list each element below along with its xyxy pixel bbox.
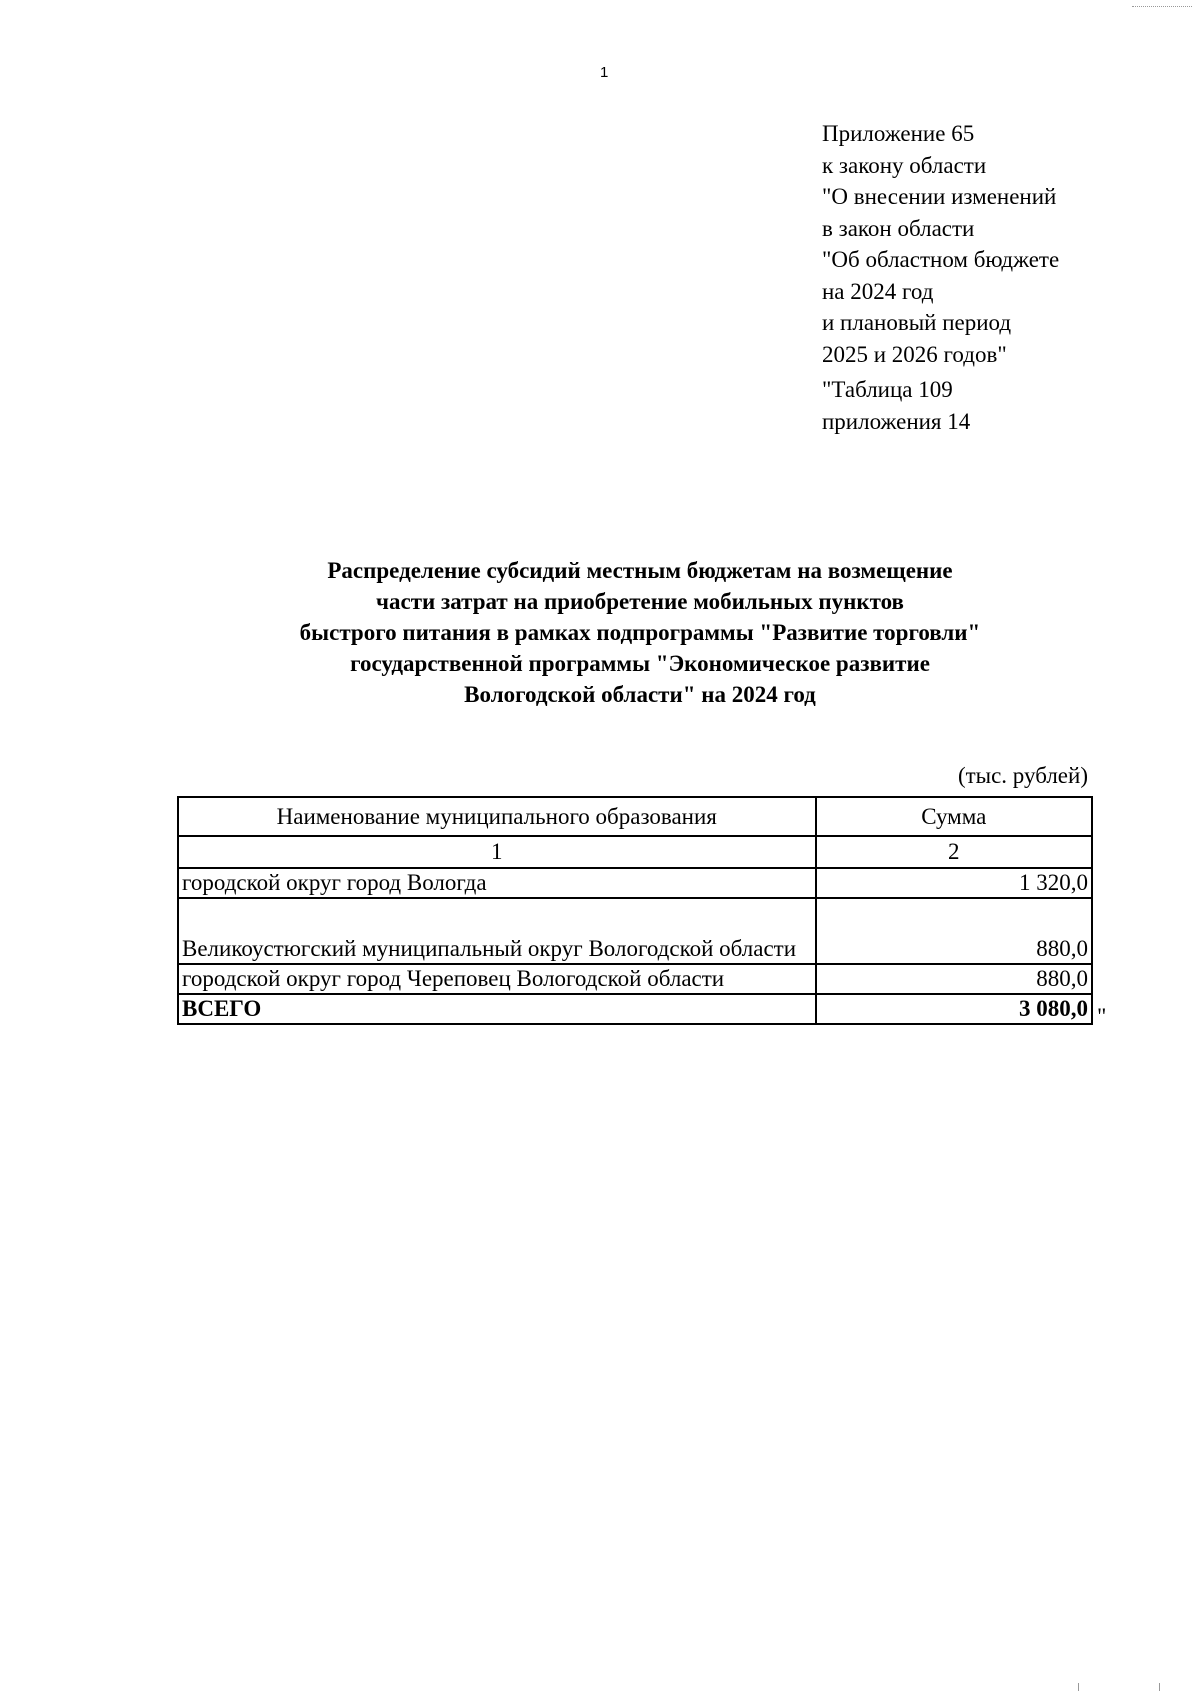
amount: 1 320,0 bbox=[816, 868, 1092, 898]
appendix-line: и плановый период bbox=[822, 310, 1012, 335]
table-row bbox=[178, 964, 1092, 994]
subsidy-table bbox=[177, 796, 1093, 1025]
header-sum: Сумма bbox=[816, 797, 1092, 836]
column-number: 2 bbox=[816, 836, 1092, 868]
appendix-line: Приложение 65 bbox=[822, 121, 975, 146]
municipality-name: городской округ город Вологда bbox=[178, 868, 816, 898]
appendix-line: "Об областном бюджете bbox=[822, 247, 1060, 272]
municipality-name: городской округ город Череповец Вологодской области bbox=[178, 964, 816, 994]
document-title bbox=[180, 555, 1100, 710]
header-name: Наименование муниципального образования bbox=[178, 797, 816, 836]
table-reference-line: "Таблица 109 bbox=[822, 377, 953, 402]
municipality-name: Великоустюгский муниципальный округ Вологодской области bbox=[178, 898, 816, 964]
total-amount: 3 080,0 bbox=[816, 994, 1092, 1024]
table-header-row bbox=[178, 797, 1092, 836]
title-line: Распределение субсидий местным бюджетам на возмещение bbox=[327, 558, 953, 583]
amount: 880,0 bbox=[816, 898, 1092, 964]
appendix-line: к закону области bbox=[822, 152, 987, 178]
title-line: быстрого питания в рамках подпрограммы "Развитие торговли" bbox=[299, 620, 981, 645]
appendix-line: 2025 и 2026 годов" bbox=[822, 341, 1007, 367]
appendix-line: "О внесении изменений bbox=[822, 184, 1057, 209]
page-number: 1 bbox=[600, 64, 609, 81]
title-line: части затрат на приобретение мобильных пунктов bbox=[376, 589, 904, 614]
total-row bbox=[178, 994, 1092, 1024]
scan-artifact-bottom bbox=[1078, 1683, 1160, 1691]
scan-artifact-top bbox=[1132, 0, 1192, 7]
column-number: 1 bbox=[178, 836, 816, 868]
table-reference-line: приложения 14 bbox=[822, 408, 971, 434]
table-row bbox=[178, 868, 1092, 898]
column-number-row bbox=[178, 836, 1092, 868]
units-label: (тыс. рублей) bbox=[957, 763, 1088, 788]
appendix-line: в закон области bbox=[822, 215, 975, 241]
closing-quote: " bbox=[1097, 1004, 1107, 1029]
title-line: Вологодской области" на 2024 год bbox=[464, 682, 816, 707]
table-row bbox=[178, 898, 1092, 964]
total-label: ВСЕГО bbox=[178, 994, 816, 1024]
title-line: государственной программы "Экономическое развитие bbox=[350, 651, 930, 676]
appendix-line: на 2024 год bbox=[822, 278, 934, 304]
appendix-block bbox=[822, 118, 1059, 437]
amount: 880,0 bbox=[816, 964, 1092, 994]
